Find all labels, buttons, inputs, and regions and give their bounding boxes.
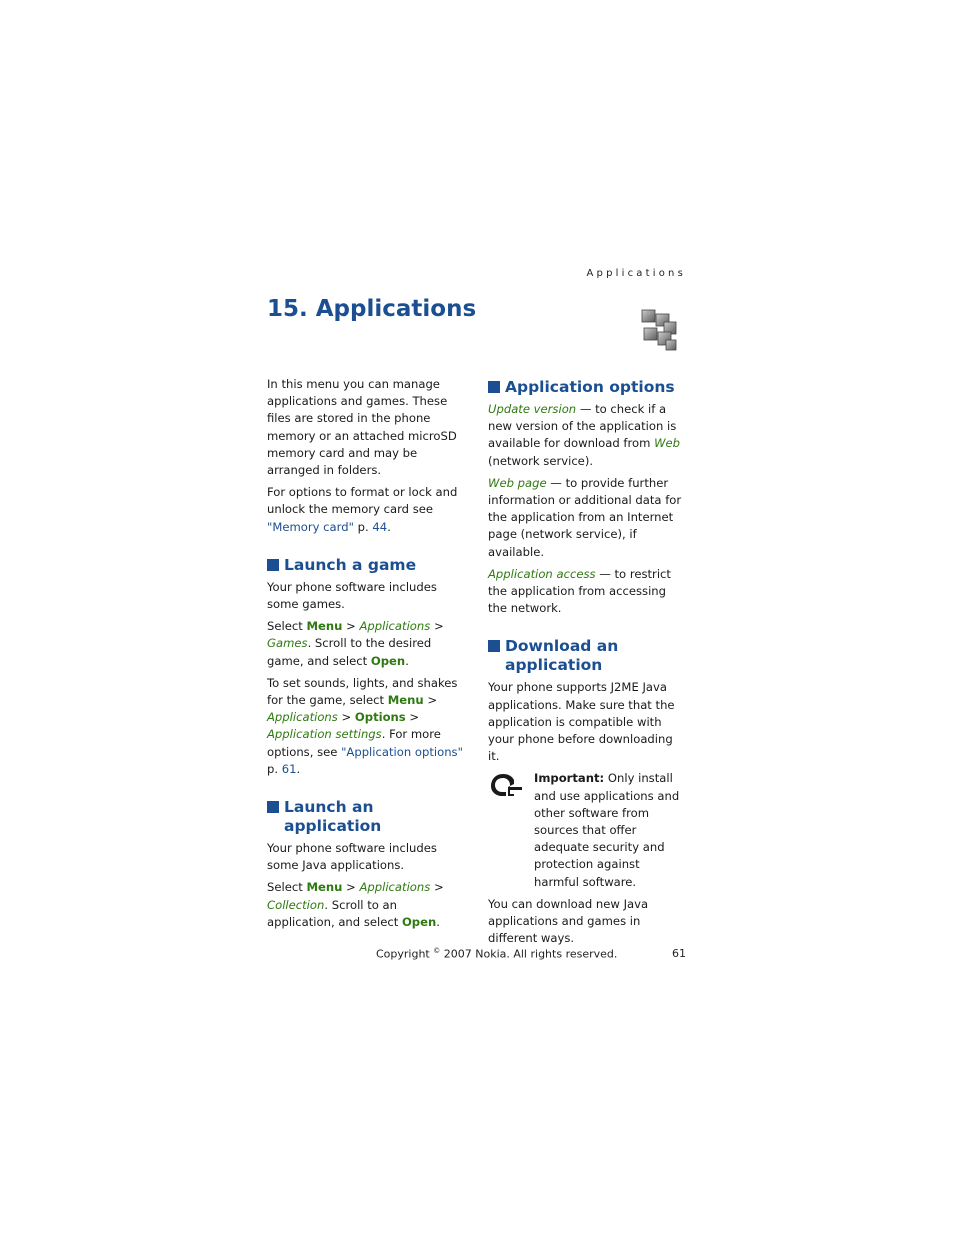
memory-card-paragraph: For options to format or lock and unlock the memory card see "Memory card" p. 44. [267, 485, 458, 534]
applications-icon [640, 308, 678, 352]
page-44-link[interactable]: 44 [372, 519, 388, 534]
right-column [488, 378, 686, 952]
left-column [267, 376, 465, 936]
section-bullet-icon [488, 381, 500, 393]
launch-game-steps: Select Menu > Applications > Games. Scroll to the desired game, and select Open. [267, 619, 444, 668]
launch-application-steps: Select Menu > Applications > Collection. Scroll to an application, and select Open. [267, 880, 444, 929]
application-access-paragraph: Application access — to restrict the application from accessing the network. [488, 566, 671, 616]
section-bullet-icon [267, 559, 279, 571]
download-ways-paragraph: You can download new Java applications and games in different ways. [488, 896, 649, 946]
launch-application-heading: Launch an application [267, 798, 465, 836]
update-version-paragraph: Update version — to check if a new version of the application is available for download from Web (network service). [488, 402, 681, 468]
download-application-heading: Download an application [488, 637, 686, 675]
launch-game-heading: Launch a game [267, 556, 465, 575]
intro-paragraph: In this menu you can manage applications and games. These files are stored in the phone memory or an attached microSD memory card and may be arranged in folders. [267, 377, 457, 478]
page-number: 61 [672, 947, 686, 960]
launch-application-intro: Your phone software includes some Java applications. [267, 841, 437, 873]
download-intro: Your phone supports J2ME Java applications. Make sure that the application is compatible with your phone before downloading it. [488, 680, 675, 764]
important-note-text: Important: Only install and use applications and other software from sources that offer adequate security and protection against harmful software. [534, 771, 680, 889]
important-hand-icon [488, 770, 526, 800]
game-settings-paragraph: To set sounds, lights, and shakes for the game, select Menu > Applications > Options > Application settings. For more options, see "Application options" p. 61. [267, 675, 463, 776]
memory-card-link[interactable]: "Memory card" [267, 519, 354, 534]
page-61-link[interactable]: 61 [281, 761, 297, 776]
section-bullet-icon [488, 640, 500, 652]
application-options-link[interactable]: "Application options" [341, 744, 463, 759]
web-page-paragraph: Web page — to provide further information or additional data for the application from an Internet page (network service), if available. [488, 475, 682, 559]
section-bullet-icon [267, 801, 279, 813]
launch-game-intro: Your phone software includes some games. [267, 579, 437, 612]
chapter-title: 15. Applications [267, 296, 477, 322]
application-options-heading: Application options [488, 378, 686, 397]
important-note [488, 770, 686, 895]
copyright-footer: Copyright © 2007 Nokia. All rights reserved. [376, 947, 618, 961]
running-head: Applications [586, 268, 686, 279]
